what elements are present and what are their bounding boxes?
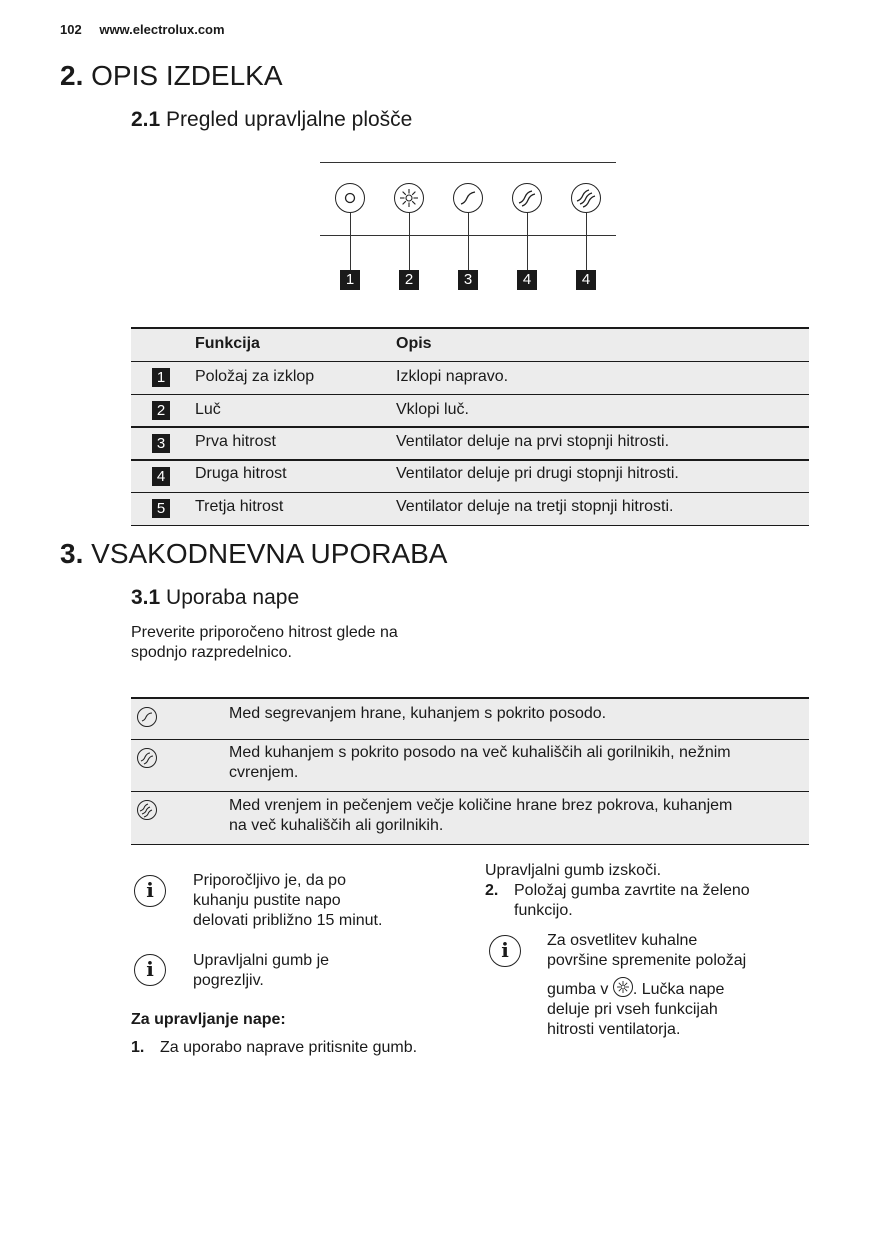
row-number: 5: [152, 499, 170, 518]
row-function: Prva hitrost: [195, 433, 276, 450]
info-note-rest-time: [193, 871, 382, 931]
table-header-row: [131, 329, 809, 361]
diagram-label-2: 2: [399, 270, 419, 290]
row-number: 3: [152, 434, 170, 453]
speed-row-text: [229, 796, 732, 836]
row-number: 1: [152, 368, 170, 387]
table-row: [131, 362, 809, 394]
section-2-title: OPIS IZDELKA: [91, 60, 283, 91]
row-description: Ventilator deluje na tretji stopnji hitrosti.: [396, 498, 674, 515]
section-2-number: 2.: [60, 60, 84, 91]
diagram-label-3: 3: [458, 270, 478, 290]
row-function: Luč: [195, 401, 221, 418]
info-line: površine spremenite položaj: [547, 952, 747, 969]
intro-line: spodnjo razpredelnico.: [131, 644, 292, 661]
leader-line: [409, 213, 410, 270]
diagram-label-4: 4: [517, 270, 537, 290]
leader-line: [586, 213, 587, 270]
step-text: [514, 881, 750, 921]
info-line: Za osvetlitev kuhalne: [547, 932, 698, 949]
table-row: [131, 428, 809, 459]
step-line: funkcijo.: [514, 902, 573, 919]
speed-row-line: cvrenjem.: [229, 764, 299, 781]
section-3-1-number: 3.1: [131, 586, 161, 609]
table-row: [131, 395, 809, 426]
section-2-heading: [60, 60, 283, 92]
knob-pops-out-text: Upravljalni gumb izskoči.: [485, 862, 662, 879]
step-2: [485, 881, 750, 921]
info-line: kuhanju pustite napo: [193, 892, 341, 909]
speed-row-line: na več kuhališčih ali gorilnikih.: [229, 817, 444, 834]
intro-paragraph: [131, 623, 398, 663]
step-number: 1.: [131, 1039, 145, 1056]
header-function: Funkcija: [195, 335, 260, 352]
info-icon: i: [134, 954, 166, 986]
section-2-1-heading: [131, 108, 412, 132]
section-3-1-title: Uporaba nape: [166, 586, 300, 609]
off-position-icon: [335, 183, 365, 213]
info-icon: i: [489, 935, 521, 967]
row-function: Tretja hitrost: [195, 498, 284, 515]
website-link[interactable]: www.electrolux.com: [99, 22, 225, 37]
speed-row: [131, 792, 809, 844]
table-bottom-rule: [131, 525, 809, 526]
leader-line: [350, 213, 351, 270]
section-2-1-title: Pregled upravljalne plošče: [166, 108, 413, 131]
row-function: Druga hitrost: [195, 465, 287, 482]
diagram-label-1: 1: [340, 270, 360, 290]
info-line-with-icon: [547, 977, 746, 1000]
info-text: . Lučka nape: [632, 981, 725, 998]
speed-1-icon: [137, 707, 157, 727]
leader-line: [527, 213, 528, 270]
row-number: 2: [152, 401, 170, 420]
row-description: Izklopi napravo.: [396, 368, 509, 385]
step-1: [131, 1038, 417, 1058]
light-icon: [613, 977, 633, 997]
step-text: Za uporabo naprave pritisnite gumb.: [160, 1039, 418, 1056]
row-number: 4: [152, 467, 170, 486]
speed-row-line: Med kuhanjem s pokrito posodo na več kuhališčih ali gorilnikih, nežnim: [229, 744, 731, 761]
speed-3-icon: [571, 183, 601, 213]
diagram-label-5: 4: [576, 270, 596, 290]
speed-1-icon: [453, 183, 483, 213]
speed-row: [131, 699, 809, 739]
section-3-title: VSAKODNEVNA UPORABA: [91, 538, 448, 569]
speed-3-icon: [137, 800, 157, 820]
speed-row-line: Med segrevanjem hrane, kuhanjem s pokrito posodo.: [229, 705, 607, 722]
info-note-light: [547, 931, 746, 1040]
speed-2-icon: [512, 183, 542, 213]
page-header: [60, 22, 239, 37]
section-3-heading: [60, 538, 447, 570]
row-description: Ventilator deluje na prvi stopnji hitrosti.: [396, 433, 670, 450]
speed-row-text: [229, 743, 731, 783]
row-description: Vklopi luč.: [396, 401, 469, 418]
step-line: Položaj gumba zavrtite na želeno: [514, 882, 750, 899]
speed-row: [131, 740, 809, 791]
section-2-1-number: 2.1: [131, 108, 161, 131]
panel-top-edge: [320, 162, 616, 163]
light-icon: [394, 183, 424, 213]
info-line: hitrosti ventilatorja.: [547, 1021, 681, 1038]
table-bottom-rule: [131, 844, 809, 845]
step-number: 2.: [485, 882, 499, 899]
row-function: Položaj za izklop: [195, 368, 315, 385]
speed-2-icon: [137, 748, 157, 768]
table-row: [131, 493, 809, 525]
page-number: 102: [60, 22, 82, 37]
info-note-retractable-knob: [193, 951, 329, 991]
row-description: Ventilator deluje pri drugi stopnji hitrosti.: [396, 465, 679, 482]
table-row: [131, 461, 809, 492]
header-description: Opis: [396, 335, 432, 352]
info-text: gumba v: [547, 981, 609, 998]
leader-line: [468, 213, 469, 270]
section-3-number: 3.: [60, 538, 84, 569]
section-3-1-heading: [131, 586, 299, 610]
speed-row-line: Med vrenjem in pečenjem večje količine hrane brez pokrova, kuhanjem: [229, 797, 733, 814]
info-line: Upravljalni gumb je: [193, 952, 330, 969]
speed-row-text: [229, 704, 606, 724]
info-icon: i: [134, 875, 166, 907]
info-line: deluje pri vseh funkcijah: [547, 1001, 718, 1018]
info-line: delovati približno 15 minut.: [193, 912, 383, 929]
controls-heading: Za upravljanje nape:: [131, 1011, 286, 1028]
info-line: Priporočljivo je, da po: [193, 872, 346, 889]
info-line: pogrezljiv.: [193, 972, 264, 989]
intro-line: Preverite priporočeno hitrost glede na: [131, 624, 398, 641]
